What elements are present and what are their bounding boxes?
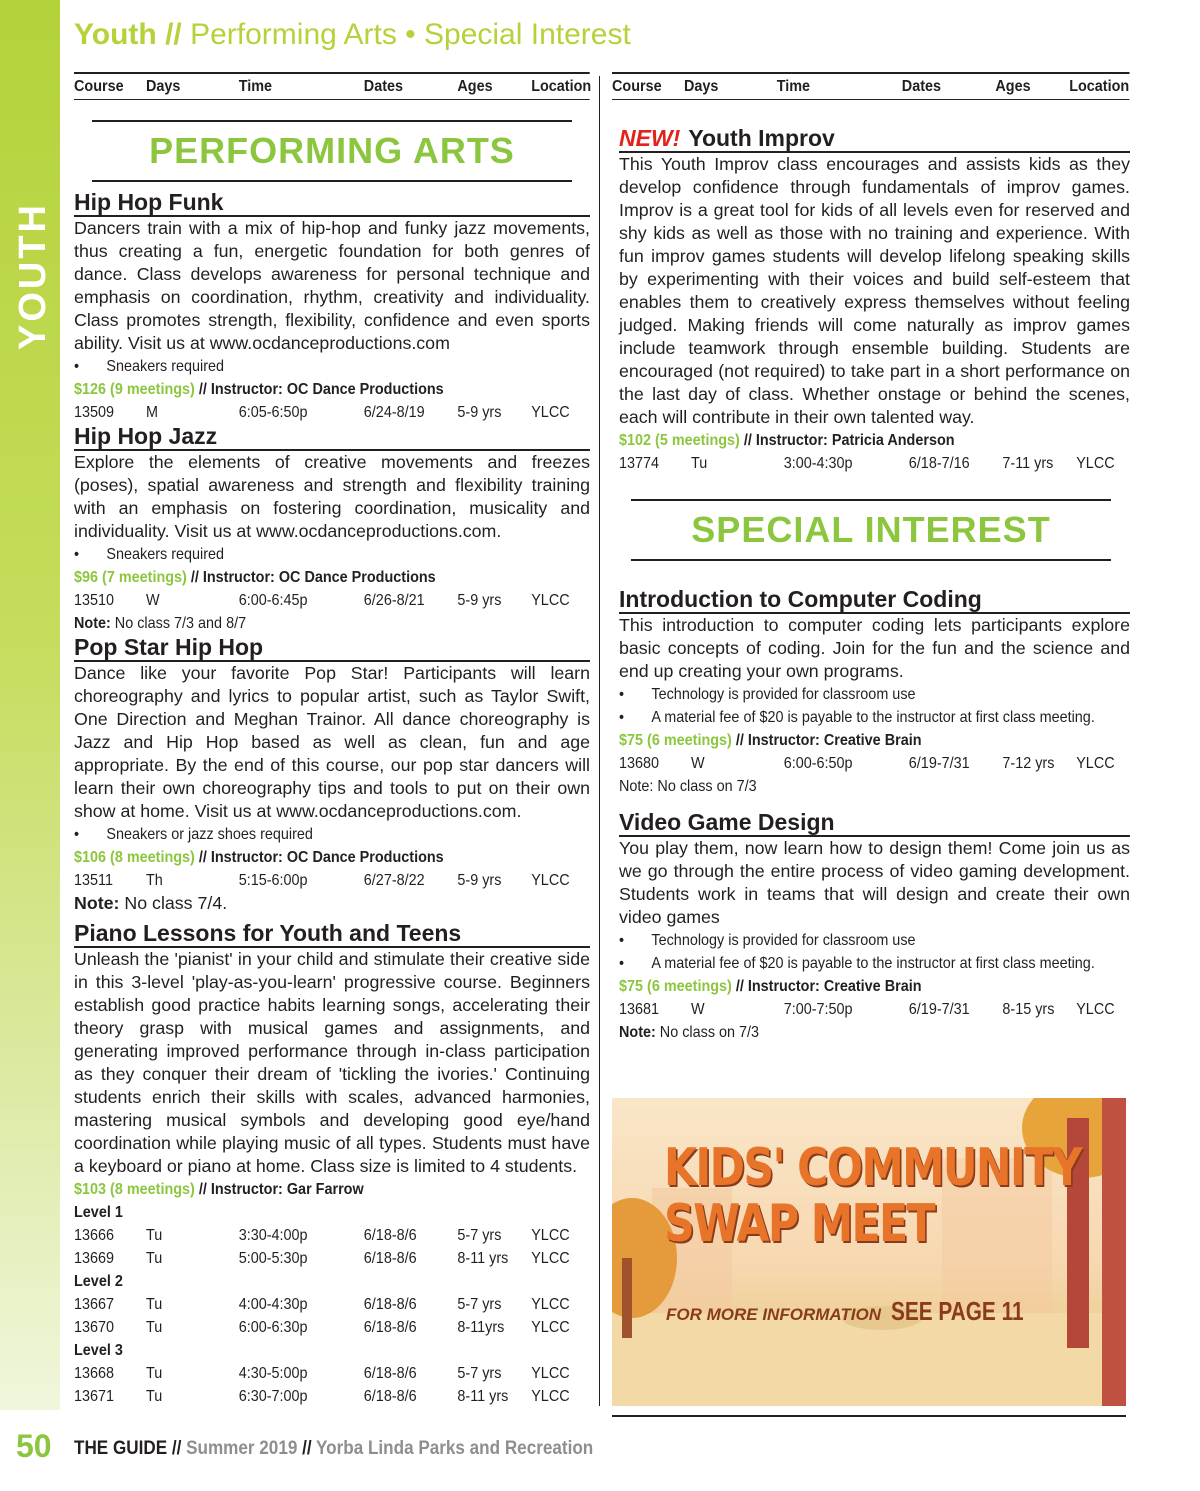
page-header [74,18,631,52]
table-row [74,1224,589,1247]
price-value: $103 (8 meetings) [74,1181,195,1198]
course-pop-star-hip-hop [74,635,590,915]
table-row [74,1247,589,1270]
course-price [619,975,1129,998]
course-bullet: • A material fee of $20 is payable to the instructor at first class meeting. [619,952,1129,975]
cell-dates: 6/19-7/31 [908,1001,970,1018]
instructor: // Instructor: Patricia Anderson [739,432,955,449]
cell-course: 13671 [74,1388,115,1405]
cell-location: YLCC [1076,1001,1115,1018]
table-row [619,998,1129,1021]
course-description: Explore the elements of creative movements and freezes (poses), spatial awareness and strength and flexibility training with an emphasis on fostering coordination, musicality and individuality. Visit us at www.ocdanceproductions.com. [74,452,590,541]
course-hip-hop-funk [74,190,590,424]
price-value: $126 (9 meetings) [74,381,195,398]
course-description: Unleash the 'pianist' in your child and stimulate their creative side in this 3-level 'play-as-you-learn' progressive course. Beginners establish good practice habits learning songs, accelerating their theory grasp with musical games and assignments, and generating improved performance through in-class participation as they conquer their dream of 'tickling the ivories.' Continuing students enrich their skills with scales, advanced harmonies, mastering musical symbols and developing good eye/hand coordination while playing music of all types. Students must have a keyboard or piano at home. Class size is limited to 4 students. [74,949,590,1176]
course-title [619,126,1130,153]
performing-arts-title: PERFORMING ARTS [149,130,515,171]
cell-days: Tu [146,1365,163,1382]
ad-line1: KIDS' COMMUNITY [664,1138,1081,1198]
course-description: Dance like your favorite Pop Star! Participants will learn choreography and lyrics to popular artist, such as Taylor Swift, One Direction and Meghan Trainor. All dance choreography is Jazz and Hip Hop based as well as clean, fun and age appropriate. By the end of this course, our pop star dancers will learn their own choreography tips and tools to put on their own show at home. Visit us at www.ocdanceproductions.com. [74,663,590,821]
footer-rule [612,1415,1126,1417]
level-label: Level 3 [74,1342,123,1359]
cell-dates: 6/18-8/6 [363,1227,417,1244]
ad-see-page: SEE PAGE 11 [891,1296,1025,1326]
table-row [74,1385,589,1408]
cell-location: YLCC [531,404,570,421]
cell-dates: 6/27-8/22 [363,872,425,889]
header-section: Youth [74,18,157,51]
course-price [74,846,589,869]
instructor: // Instructor: Creative Brain [731,978,922,995]
th-course: Course [74,78,124,95]
cell-ages: 7-11 yrs [1002,455,1054,472]
note-text: No class 7/3 and 8/7 [110,615,247,632]
level-label: Level 2 [74,1273,123,1290]
th-location: Location [1069,78,1130,95]
cell-dates: 6/18-8/6 [363,1250,417,1267]
course-title: Video Game Design [619,810,1130,837]
note-text: No class 7/4. [119,893,228,913]
cell-time: 6:30-7:00p [238,1388,308,1405]
course-intro-coding [612,587,1130,798]
course-note [74,892,590,915]
cell-course: 13666 [74,1227,115,1244]
table-row [619,452,1129,475]
cell-dates: 6/18-8/6 [363,1296,417,1313]
th-time: Time [776,78,811,95]
course-bullet: • Technology is provided for classroom use [619,683,1129,706]
cell-days: Tu [146,1296,163,1313]
course-video-game-design [612,810,1130,1044]
course-bullet: • A material fee of $20 is payable to the instructor at first class meeting. [619,706,1129,729]
cell-ages: 8-11 yrs [457,1388,509,1405]
cell-time: 3:30-4:00p [238,1227,308,1244]
cell-course: 13668 [74,1365,115,1382]
cell-course: 13511 [74,872,113,889]
course-price [74,566,589,589]
course-description: This introduction to computer coding lets participants explore basic concepts of coding. Join for the fun and the science and end up creating your own programs. [619,615,1130,681]
course-description: You play them, now learn how to design them! Come join us as we go through the entire process of video gaming development. Students work in teams that will design and create their own video games [619,838,1130,927]
cell-location: YLCC [531,1388,570,1405]
footer-sep: // [297,1438,317,1459]
cell-course: 13667 [74,1296,115,1313]
course-hip-hop-jazz [74,424,590,635]
cell-location: YLCC [531,1365,570,1382]
cell-ages: 8-11yrs [457,1319,505,1336]
swap-meet-ad[interactable] [612,1098,1126,1406]
th-dates: Dates [363,78,404,95]
cell-course: 13774 [619,455,660,472]
course-price [619,729,1129,752]
cell-course: 13680 [619,755,660,772]
course-title: Piano Lessons for Youth and Teens [74,921,590,948]
cell-days: Th [146,872,163,889]
sidebar-label: YOUTH [12,202,54,350]
cell-ages: 5-7 yrs [457,1227,502,1244]
th-days: Days [146,78,181,95]
course-description: Dancers train with a mix of hip-hop and funky jazz movements, thus creating a fun, energetic foundation for both genres of dance. Class develops awareness for personal technique and emphasis on coordination, rhythm, creativity and individuality. Class promotes strength, flexibility, confidence and even sports ability. Visit us at www.ocdanceproductions.com [74,218,590,353]
instructor: // Instructor: Gar Farrow [194,1181,364,1198]
level-label: Level 1 [74,1204,123,1221]
th-ages: Ages [995,78,1031,95]
table-row [74,1293,589,1316]
cell-ages: 5-9 yrs [457,872,502,889]
ad-headline [664,1140,1081,1252]
course-price [74,1178,589,1201]
ad-info-text: FOR MORE INFORMATION [666,1305,881,1324]
header-subsection: Performing Arts • Special Interest [190,18,631,51]
footer [74,1438,593,1460]
table-row [619,752,1129,775]
left-column [74,72,590,1408]
cell-days: Tu [691,455,708,472]
table-row [74,1316,589,1339]
cell-dates: 6/18-8/6 [363,1319,417,1336]
footer-season: Summer 2019 [186,1438,298,1459]
cell-dates: 6/18-8/6 [363,1365,417,1382]
table-row [74,869,589,892]
cell-time: 4:30-5:00p [238,1365,308,1382]
cell-course: 13510 [74,592,115,609]
cell-time: 4:00-4:30p [238,1296,308,1313]
page-number: 50 [16,1428,52,1464]
right-column [612,72,1130,1044]
cell-ages: 7-12 yrs [1002,755,1055,772]
price-value: $75 (6 meetings) [619,732,732,749]
cell-time: 7:00-7:50p [783,1001,853,1018]
th-ages: Ages [457,78,493,95]
course-price [619,429,1129,452]
instructor: // Instructor: OC Dance Productions [194,381,444,398]
note-text: No class on 7/3 [655,1024,760,1041]
cell-location: YLCC [531,1296,570,1313]
table-header-right [612,72,1129,100]
footer-guide: THE GUIDE [74,1438,168,1459]
note-label: Note: [74,893,120,913]
cell-dates: 6/24-8/19 [363,404,425,421]
course-price [74,378,589,401]
ad-line2: SWAP MEET [664,1194,934,1254]
cell-time: 6:00-6:45p [238,592,308,609]
course-bullet: • Technology is provided for classroom use [619,929,1129,952]
th-dates: Dates [901,78,942,95]
price-value: $75 (6 meetings) [619,978,732,995]
course-title: Hip Hop Funk [74,190,590,217]
course-title-text: Youth Improv [688,125,835,151]
cell-days: W [146,592,160,609]
course-note: Note: No class on 7/3 [619,778,757,795]
cell-location: YLCC [531,872,570,889]
note-label: Note: [74,615,111,632]
cell-course: 13670 [74,1319,115,1336]
course-title: Introduction to Computer Coding [619,587,1130,614]
cell-days: Tu [146,1250,163,1267]
course-bullet: • Sneakers required [74,355,589,378]
cell-days: W [691,755,705,772]
cell-location: YLCC [531,1250,570,1267]
cell-time: 6:05-6:50p [238,404,308,421]
cell-location: YLCC [531,1319,570,1336]
cell-ages: 5-9 yrs [457,404,502,421]
cell-days: W [691,1001,705,1018]
cell-time: 3:00-4:30p [783,455,853,472]
course-youth-improv [612,126,1130,475]
cell-dates: 6/19-7/31 [908,755,970,772]
table-header-left [74,72,592,100]
column-divider [599,76,600,1406]
cell-ages: 5-9 yrs [457,592,502,609]
cell-ages: 8-15 yrs [1002,1001,1055,1018]
cell-ages: 8-11 yrs [457,1250,509,1267]
cell-course: 13681 [619,1001,660,1018]
new-badge: NEW! [619,125,681,151]
piano-levels [74,1201,590,1408]
cell-dates: 6/18-7/16 [908,455,970,472]
course-description: This Youth Improv class encourages and assists kids as they develop confidence through fundamentals of improv games. Improv is a great tool for kids of all levels even for reserved and shy kids as well as those with no training and experience. With fun improv games students will develop lifelong speaking skills by experimenting with their voices and build self-esteem that enables them to creatively express themselves without feeling judged. Making friends will come naturally as improv games include teamwork through ensemble building. Students are encouraged (not required) to take part in a short performance on the last day of class. Whether onstage or behind the scenes, each will contribute in their own talented way. [619,154,1130,427]
footer-org: Yorba Linda Parks and Recreation [316,1438,594,1459]
note-label: Note: [619,1024,656,1041]
cell-days: Tu [146,1319,163,1336]
footer-sep: // [167,1438,187,1459]
header-separator: // [156,18,191,51]
cell-location: YLCC [531,592,570,609]
course-note [74,612,589,635]
instructor: // Instructor: Creative Brain [731,732,922,749]
cell-time: 5:00-5:30p [238,1250,308,1267]
th-location: Location [531,78,592,95]
price-value: $102 (5 meetings) [619,432,740,449]
special-interest-title: SPECIAL INTEREST [691,509,1051,550]
course-title: Hip Hop Jazz [74,424,590,451]
course-note [619,1021,1129,1044]
instructor: // Instructor: OC Dance Productions [194,849,444,866]
cell-dates: 6/26-8/21 [363,592,425,609]
course-bullet: • Sneakers or jazz shoes required [74,823,589,846]
course-title: Pop Star Hip Hop [74,635,590,662]
cell-course: 13509 [74,404,115,421]
cell-location: YLCC [1076,455,1115,472]
price-value: $96 (7 meetings) [74,569,187,586]
table-row [74,401,589,424]
th-course: Course [612,78,662,95]
cell-days: Tu [146,1388,163,1405]
th-days: Days [684,78,719,95]
cell-dates: 6/18-8/6 [363,1388,417,1405]
course-bullet: • Sneakers required [74,543,589,566]
course-piano-lessons [74,921,590,1408]
ad-info [666,1296,1057,1327]
cell-ages: 5-7 yrs [457,1365,502,1382]
instructor: // Instructor: OC Dance Productions [186,569,436,586]
price-value: $106 (8 meetings) [74,849,195,866]
youth-sidebar [0,0,60,1410]
cell-days: M [146,404,158,421]
cell-time: 6:00-6:30p [238,1319,308,1336]
cell-days: Tu [146,1227,163,1244]
cell-location: YLCC [531,1227,570,1244]
cell-ages: 5-7 yrs [457,1296,502,1313]
table-row [74,589,589,612]
cell-time: 6:00-6:50p [783,755,853,772]
cell-course: 13669 [74,1250,115,1267]
table-row [74,1362,589,1385]
cell-location: YLCC [1076,755,1115,772]
cell-time: 5:15-6:00p [238,872,308,889]
th-time: Time [238,78,273,95]
